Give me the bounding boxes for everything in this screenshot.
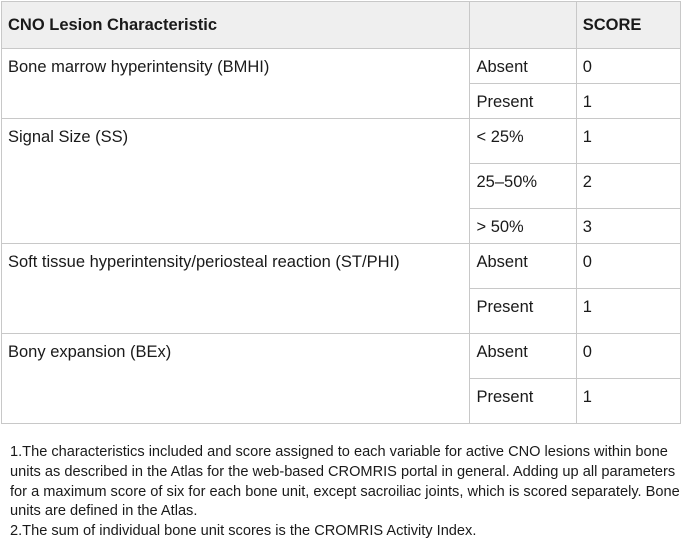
table-footnotes (10, 443, 680, 542)
footnote-2: 2.The sum of individual bone unit scores is the CROMRIS Activity Index. (10, 523, 477, 540)
level-cell: Present (470, 379, 576, 424)
level-cell: Absent (470, 49, 576, 84)
table-row (2, 119, 681, 164)
characteristic-cell: Bone marrow hyperintensity (BMHI) (2, 49, 470, 119)
score-cell: 1 (576, 119, 680, 164)
characteristic-cell: Soft tissue hyperintensity/periosteal reaction (ST/PHI) (2, 244, 470, 334)
level-cell: Absent (470, 334, 576, 379)
level-cell: Absent (470, 244, 576, 289)
footnote-1: 1.The characteristics included and score assigned to each variable for active CNO lesions within bone units as described in the Atlas for the web-based CROMRIS portal in general. Adding up all parameters for a maximum score of six for each bone unit, except sacroiliac joints, which is scored separately. Bone units are defined in the Atlas. (10, 444, 680, 520)
score-cell: 2 (576, 164, 680, 209)
score-cell: 0 (576, 49, 680, 84)
level-cell: 25–50% (470, 164, 576, 209)
header-score: SCORE (576, 2, 680, 49)
table-row (2, 334, 681, 379)
table-header-row (2, 2, 681, 49)
score-cell: 3 (576, 209, 680, 244)
level-cell: Present (470, 289, 576, 334)
characteristic-cell: Signal Size (SS) (2, 119, 470, 244)
score-cell: 1 (576, 379, 680, 424)
table-row (2, 49, 681, 84)
level-cell: Present (470, 84, 576, 119)
score-cell: 1 (576, 289, 680, 334)
table-row (2, 244, 681, 289)
level-cell: > 50% (470, 209, 576, 244)
header-characteristic: CNO Lesion Characteristic (2, 2, 470, 49)
cno-scoring-table (1, 1, 681, 424)
characteristic-cell: Bony expansion (BEx) (2, 334, 470, 424)
score-cell: 0 (576, 244, 680, 289)
level-cell: < 25% (470, 119, 576, 164)
score-cell: 1 (576, 84, 680, 119)
header-level (470, 2, 576, 49)
score-cell: 0 (576, 334, 680, 379)
